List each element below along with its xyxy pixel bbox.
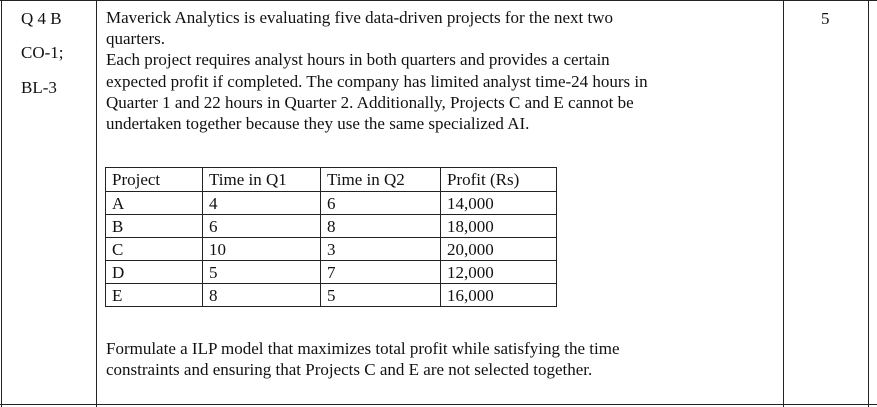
frame-bottom-border: [0, 404, 877, 405]
column-divider-left: [96, 0, 97, 407]
cell-time-q2: 6: [321, 192, 441, 215]
task-line: constraints and ensuring that Projects C and E are not selected together.: [106, 360, 593, 380]
cell-profit: 12,000: [441, 261, 557, 284]
course-outcome: CO-1;: [21, 43, 64, 62]
intro-line: expected profit if completed. The company has limited analyst time-24 hours in: [106, 71, 648, 91]
cell-profit: 16,000: [441, 284, 557, 307]
cell-time-q2: 3: [321, 238, 441, 261]
header-project: Project: [106, 168, 203, 192]
header-time-q1: Time in Q1: [203, 168, 321, 192]
frame-top-border: [0, 0, 877, 1]
frame-left-border: [1, 0, 2, 407]
cell-profit: 20,000: [441, 238, 557, 261]
cell-profit: 18,000: [441, 215, 557, 238]
cell-profit: 14,000: [441, 192, 557, 215]
cell-time-q1: 8: [203, 284, 321, 307]
table-row: [106, 284, 557, 307]
cell-time-q2: 8: [321, 215, 441, 238]
table-row: [106, 238, 557, 261]
table-row: [106, 192, 557, 215]
cell-time-q2: 5: [321, 284, 441, 307]
intro-line: undertaken together because they use the same specialized AI.: [106, 114, 530, 134]
table-row: [106, 261, 557, 284]
cell-project: E: [106, 284, 203, 307]
intro-line: quarters.: [106, 29, 166, 49]
table-header-row: [106, 168, 557, 192]
column-divider-right: [783, 0, 784, 407]
cell-project: B: [106, 215, 203, 238]
intro-line: Maverick Analytics is evaluating five data-driven projects for the next two: [106, 8, 614, 27]
intro-line: Each project requires analyst hours in both quarters and provides a certain: [106, 50, 610, 70]
cell-project: C: [106, 238, 203, 261]
header-profit: Profit (Rs): [441, 168, 557, 192]
cell-time-q1: 4: [203, 192, 321, 215]
cell-project: D: [106, 261, 203, 284]
cell-project: A: [106, 192, 203, 215]
intro-line: Quarter 1 and 22 hours in Quarter 2. Additionally, Projects C and E cannot be: [106, 92, 634, 112]
cell-time-q2: 7: [321, 261, 441, 284]
table-row: [106, 215, 557, 238]
cell-time-q1: 10: [203, 238, 321, 261]
frame-right-border: [868, 0, 869, 407]
project-table: [105, 167, 557, 307]
marks: 5: [821, 9, 830, 28]
question-number: Q 4 B: [21, 9, 62, 28]
blooms-level: BL-3: [21, 78, 57, 97]
header-time-q2: Time in Q2: [321, 168, 441, 192]
cell-time-q1: 6: [203, 215, 321, 238]
cell-time-q1: 5: [203, 261, 321, 284]
question-task: [106, 338, 620, 380]
task-line: Formulate a ILP model that maximizes total profit while satisfying the time: [106, 339, 620, 358]
question-intro: [106, 7, 648, 134]
